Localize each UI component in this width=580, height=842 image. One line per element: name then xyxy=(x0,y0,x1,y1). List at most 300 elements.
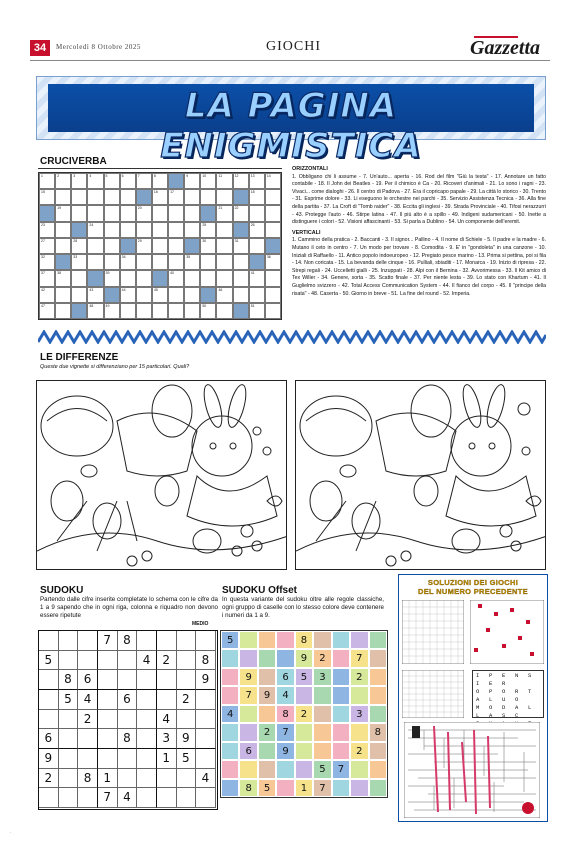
sudoku-offset-cell[interactable] xyxy=(295,686,313,704)
sudoku-offset-cell[interactable]: 9 xyxy=(239,668,257,686)
crossword-cell[interactable] xyxy=(120,189,136,205)
crossword-cell[interactable] xyxy=(104,205,120,221)
crossword-cell[interactable] xyxy=(168,287,184,303)
sudoku-offset-cell[interactable]: 5 xyxy=(221,631,239,649)
sudoku-cell[interactable] xyxy=(98,749,118,769)
sudoku-cell[interactable] xyxy=(196,710,216,730)
sudoku-offset-cell[interactable] xyxy=(332,723,350,741)
crossword-cell xyxy=(265,238,281,254)
sudoku-offset-cell[interactable] xyxy=(295,760,313,778)
sudoku-offset-cell[interactable]: 7 xyxy=(313,779,331,797)
sudoku-offset-cell[interactable] xyxy=(369,668,387,686)
crossword-cell[interactable] xyxy=(152,254,168,270)
sudoku-offset-cell[interactable]: 4 xyxy=(276,686,294,704)
crossword-cell[interactable] xyxy=(249,189,265,205)
sudoku-cell[interactable] xyxy=(78,651,98,671)
sudoku-cell[interactable] xyxy=(196,749,216,769)
crossword-cell[interactable] xyxy=(55,287,71,303)
crossword-cell[interactable] xyxy=(216,222,232,238)
sudoku-offset-cell[interactable]: 6 xyxy=(276,668,294,686)
crossword-cell[interactable] xyxy=(249,238,265,254)
sudoku-offset-cell[interactable] xyxy=(369,705,387,723)
sudoku-offset-cell[interactable]: 1 xyxy=(295,779,313,797)
crossword-cell[interactable] xyxy=(39,303,55,319)
crossword-cell[interactable] xyxy=(265,270,281,286)
sudoku-cell[interactable] xyxy=(39,788,59,808)
sudoku-offset-cell[interactable] xyxy=(369,649,387,667)
sudoku-offset-cell[interactable] xyxy=(295,742,313,760)
crossword-cell[interactable] xyxy=(265,205,281,221)
sudoku-cell[interactable]: 8 xyxy=(118,729,138,749)
sudoku-cell[interactable] xyxy=(177,651,197,671)
crossword-cell[interactable] xyxy=(136,205,152,221)
sudoku-cell[interactable] xyxy=(98,710,118,730)
crossword-cell[interactable] xyxy=(233,238,249,254)
sudoku-offset-cell[interactable] xyxy=(258,631,276,649)
sudoku-cell[interactable]: 6 xyxy=(78,670,98,690)
crossword-cell[interactable] xyxy=(249,222,265,238)
sudoku-offset-cell[interactable] xyxy=(369,760,387,778)
crossword-cell[interactable] xyxy=(136,254,152,270)
sudoku-offset-cell[interactable] xyxy=(369,779,387,797)
sudoku-cell[interactable] xyxy=(59,651,79,671)
sudoku-offset-cell[interactable] xyxy=(239,705,257,723)
sudoku-cell[interactable]: 9 xyxy=(196,670,216,690)
sudoku-offset-cell[interactable] xyxy=(369,631,387,649)
sudoku-cell[interactable] xyxy=(118,651,138,671)
sudoku-offset-cell[interactable] xyxy=(221,742,239,760)
crossword-cell-number: 35 xyxy=(186,255,191,260)
sudoku-offset-cell[interactable] xyxy=(239,631,257,649)
sudoku-cell[interactable] xyxy=(157,670,177,690)
crossword-cell[interactable] xyxy=(39,189,55,205)
crossword-cell-number: 45 xyxy=(153,287,158,292)
sudoku-cell[interactable] xyxy=(98,670,118,690)
crossword-cell[interactable] xyxy=(184,222,200,238)
crossword-cell[interactable] xyxy=(87,238,103,254)
crossword-cell[interactable] xyxy=(104,238,120,254)
crossword-cell[interactable] xyxy=(168,254,184,270)
crossword-cell[interactable] xyxy=(168,222,184,238)
sudoku-cell[interactable]: 4 xyxy=(78,690,98,710)
sudoku-cell[interactable] xyxy=(196,631,216,651)
sudoku-offset-cell[interactable] xyxy=(276,779,294,797)
crossword-cell[interactable] xyxy=(55,303,71,319)
sudoku-offset-cell[interactable] xyxy=(276,631,294,649)
sudoku-cell[interactable] xyxy=(78,729,98,749)
sudoku-offset-cell[interactable]: 8 xyxy=(276,705,294,723)
sudoku-cell[interactable] xyxy=(137,749,157,769)
sudoku-grid[interactable] xyxy=(38,630,218,810)
crossword-cell[interactable] xyxy=(87,287,103,303)
crossword-cell[interactable] xyxy=(104,254,120,270)
sudoku-cell[interactable] xyxy=(137,670,157,690)
sudoku-cell[interactable]: 7 xyxy=(98,788,118,808)
crossword-cell[interactable] xyxy=(55,270,71,286)
crossword-cell-number: 34 xyxy=(121,255,126,260)
sudoku-cell[interactable]: 6 xyxy=(39,729,59,749)
sudoku-cell[interactable] xyxy=(118,749,138,769)
crossword-cell[interactable] xyxy=(104,173,120,189)
crossword-cell[interactable] xyxy=(216,287,232,303)
crossword-cell[interactable] xyxy=(168,238,184,254)
crossword-cell[interactable] xyxy=(120,287,136,303)
crossword-cell[interactable] xyxy=(200,222,216,238)
sudoku-cell[interactable] xyxy=(39,710,59,730)
crossword-cell[interactable] xyxy=(87,303,103,319)
sudoku-offset-cell[interactable]: 7 xyxy=(332,760,350,778)
crossword-cell[interactable] xyxy=(200,173,216,189)
sudoku-cell[interactable]: 1 xyxy=(157,749,177,769)
clues-across: 1. Obbligano chi li assume - 7. Un'auto... aperta - 16. Rod del film "Giù la testa" - 17. Annotare un fatto contabile - 18. Il John dei Beatles - 19. Per il chimico è Ca - 20. Ricoveri d'animali - 21. Lo sono i ragni - 23. Vivaci... come dialoghi - 26. Il centro di Padova - 27. Era il copricapo papale - 29. La città lo storico - 30. Trento - 31. Esprime dolore - 33. Li eseguono le orchestre nei parchi - 35. Servizio Assistenza Tecnica - 36. Alla fine della partita - 37. La Croft di "Tomb raider" - 38. Eccita gli inglesi - 39. Strada Provinciale - 40. Tifosi nerazzurri - 43. Protegge l'auto - 46. Stirpe latina - 47. Il più alto è a spillo - 49. Indigeni sudamericani - 50. Inette a distinguere i colori - 52. Visioni affascinanti - 53. Si parla a Dublino - 54. Un componente dell'eremit. xyxy=(292,173,546,226)
crossword-cell[interactable] xyxy=(168,205,184,221)
crossword-cell[interactable] xyxy=(200,270,216,286)
sudoku-cell[interactable] xyxy=(59,710,79,730)
crossword-cell[interactable] xyxy=(216,173,232,189)
crossword-cell[interactable] xyxy=(87,189,103,205)
crossword-cell[interactable] xyxy=(87,222,103,238)
crossword-cell-number: 4 xyxy=(89,174,92,178)
sudoku-offset-cell[interactable] xyxy=(369,742,387,760)
sudoku-cell[interactable] xyxy=(196,690,216,710)
sudoku-cell[interactable] xyxy=(98,690,118,710)
sudoku-offset-cell[interactable] xyxy=(313,686,331,704)
crossword-cell[interactable] xyxy=(152,238,168,254)
sudoku-cell[interactable] xyxy=(177,769,197,789)
sudoku-cell[interactable] xyxy=(196,729,216,749)
sudoku-offset-cell[interactable] xyxy=(350,631,368,649)
crossword-cell[interactable] xyxy=(39,287,55,303)
sudoku-offset-cell[interactable] xyxy=(332,649,350,667)
sudoku-cell[interactable] xyxy=(59,769,79,789)
sudoku-cell[interactable] xyxy=(118,769,138,789)
crossword-cell[interactable] xyxy=(233,173,249,189)
crossword-cell[interactable] xyxy=(87,254,103,270)
sudoku-offset-cell[interactable] xyxy=(221,779,239,797)
crossword-cell[interactable] xyxy=(168,189,184,205)
crossword-cell[interactable] xyxy=(152,173,168,189)
sudoku-offset-cell[interactable] xyxy=(258,742,276,760)
crossword-cell xyxy=(120,238,136,254)
sudoku-cell[interactable]: 6 xyxy=(118,690,138,710)
sudoku-offset-grid[interactable] xyxy=(220,630,388,798)
crossword-cell xyxy=(152,270,168,286)
sudoku-offset-cell[interactable] xyxy=(276,760,294,778)
sudoku-cell[interactable] xyxy=(137,788,157,808)
sudoku-offset-cell[interactable]: 9 xyxy=(258,686,276,704)
sudoku-offset-cell[interactable] xyxy=(350,779,368,797)
crossword-cell[interactable] xyxy=(168,270,184,286)
solution-word-grid xyxy=(472,670,544,718)
crossword-cell[interactable] xyxy=(55,205,71,221)
sudoku-cell[interactable] xyxy=(137,710,157,730)
sudoku-cell[interactable] xyxy=(59,729,79,749)
crossword-cell[interactable] xyxy=(152,189,168,205)
sudoku-offset-cell[interactable] xyxy=(332,686,350,704)
sudoku-offset-cell[interactable] xyxy=(332,779,350,797)
sudoku-offset-cell[interactable] xyxy=(258,705,276,723)
crossword-cell[interactable] xyxy=(184,254,200,270)
crossword-cell[interactable] xyxy=(104,270,120,286)
crossword-cell[interactable] xyxy=(184,173,200,189)
sudoku-cell[interactable] xyxy=(157,769,177,789)
sudoku-cell[interactable]: 8 xyxy=(59,670,79,690)
sudoku-offset-cell[interactable] xyxy=(313,705,331,723)
sudoku-cell[interactable] xyxy=(157,631,177,651)
crossword-cell[interactable] xyxy=(71,287,87,303)
crossword-cell[interactable] xyxy=(265,254,281,270)
sudoku-cell[interactable]: 2 xyxy=(157,651,177,671)
crossword-cell[interactable] xyxy=(249,287,265,303)
crossword-cell[interactable] xyxy=(168,303,184,319)
sudoku-offset-cell[interactable]: 4 xyxy=(221,705,239,723)
sudoku-offset-cell[interactable]: 2 xyxy=(313,649,331,667)
sudoku-cell[interactable] xyxy=(98,651,118,671)
sudoku-offset-cell[interactable]: 2 xyxy=(350,742,368,760)
sudoku-offset-cell[interactable]: 9 xyxy=(295,649,313,667)
sudoku-offset-cell[interactable] xyxy=(332,742,350,760)
crossword-cell[interactable] xyxy=(55,238,71,254)
sudoku-cell[interactable]: 9 xyxy=(39,749,59,769)
crossword-cell[interactable] xyxy=(216,205,232,221)
crossword-cell[interactable] xyxy=(233,205,249,221)
crossword-cell[interactable] xyxy=(104,303,120,319)
sudoku-cell[interactable] xyxy=(59,749,79,769)
crossword-cell[interactable] xyxy=(200,254,216,270)
sudoku-offset-cell[interactable] xyxy=(221,686,239,704)
sudoku-offset-cell[interactable]: 2 xyxy=(258,723,276,741)
sudoku-cell[interactable]: 1 xyxy=(98,769,118,789)
crossword-cell[interactable] xyxy=(120,222,136,238)
crossword-cell[interactable] xyxy=(152,222,168,238)
crossword-cell[interactable] xyxy=(152,287,168,303)
crossword-cell[interactable] xyxy=(71,173,87,189)
sudoku-offset-cell[interactable]: 5 xyxy=(313,760,331,778)
crossword-cell[interactable] xyxy=(233,287,249,303)
sudoku-offset-cell[interactable] xyxy=(239,649,257,667)
sudoku-cell[interactable]: 5 xyxy=(59,690,79,710)
crossword-cell-number: 18 xyxy=(250,190,255,195)
sudoku-cell[interactable]: 2 xyxy=(177,690,197,710)
crossword-cell[interactable] xyxy=(55,173,71,189)
sudoku-cell[interactable]: 7 xyxy=(98,631,118,651)
sudoku-offset-cell[interactable] xyxy=(221,649,239,667)
sudoku-offset-cell[interactable] xyxy=(239,723,257,741)
sudoku-offset-cell[interactable]: 8 xyxy=(369,723,387,741)
crossword-cell[interactable] xyxy=(39,238,55,254)
crossword-cell[interactable] xyxy=(233,270,249,286)
crossword-cell[interactable] xyxy=(136,270,152,286)
sudoku-offset-cell[interactable] xyxy=(313,631,331,649)
sudoku-offset-cell[interactable] xyxy=(332,705,350,723)
crossword-cell-number: 3 xyxy=(73,174,76,178)
sudoku-cell[interactable] xyxy=(177,670,197,690)
crossword-cell[interactable] xyxy=(184,189,200,205)
sudoku-offset-cell[interactable]: 9 xyxy=(276,742,294,760)
sudoku-cell[interactable] xyxy=(78,631,98,651)
crossword-cell[interactable] xyxy=(184,205,200,221)
sudoku-offset-cell[interactable]: 7 xyxy=(276,723,294,741)
crossword-cell[interactable] xyxy=(136,287,152,303)
sudoku-offset-cell[interactable] xyxy=(313,723,331,741)
sudoku-offset-cell[interactable]: 6 xyxy=(239,742,257,760)
crossword-cell[interactable] xyxy=(120,270,136,286)
crossword-cell[interactable] xyxy=(71,254,87,270)
sudoku-cell[interactable]: 4 xyxy=(196,769,216,789)
crossword-cell[interactable] xyxy=(200,238,216,254)
crossword-cell[interactable] xyxy=(104,189,120,205)
sudoku-cell[interactable]: 4 xyxy=(157,710,177,730)
sudoku-cell[interactable]: 2 xyxy=(39,769,59,789)
crossword-cell[interactable] xyxy=(249,173,265,189)
crossword-cell[interactable] xyxy=(265,303,281,319)
sudoku-cell[interactable] xyxy=(137,631,157,651)
crossword-cell[interactable] xyxy=(39,270,55,286)
sudoku-cell[interactable]: 4 xyxy=(118,788,138,808)
sudoku-offset-cell[interactable] xyxy=(258,760,276,778)
sudoku-offset-cell[interactable] xyxy=(350,686,368,704)
sudoku-cell[interactable] xyxy=(177,710,197,730)
crossword-cell[interactable] xyxy=(39,254,55,270)
crossword-cell[interactable] xyxy=(200,189,216,205)
sudoku-cell[interactable] xyxy=(157,690,177,710)
sudoku-cell[interactable] xyxy=(157,788,177,808)
crossword-cell[interactable] xyxy=(87,205,103,221)
sudoku-cell[interactable]: 8 xyxy=(78,769,98,789)
sudoku-cell[interactable] xyxy=(137,729,157,749)
sudoku-cell[interactable] xyxy=(39,690,59,710)
sudoku-offset-cell[interactable]: 2 xyxy=(295,705,313,723)
sudoku-cell[interactable] xyxy=(59,788,79,808)
crossword-cell[interactable] xyxy=(136,238,152,254)
zigzag-divider xyxy=(38,330,546,344)
crossword-cell-number: 8 xyxy=(153,174,156,178)
sudoku-offset-cell[interactable]: 8 xyxy=(295,631,313,649)
sudoku-cell[interactable]: 8 xyxy=(196,651,216,671)
sudoku-offset-cell[interactable] xyxy=(221,760,239,778)
crossword-cell[interactable] xyxy=(216,254,232,270)
sudoku-cell[interactable] xyxy=(98,729,118,749)
sudoku-cell[interactable] xyxy=(39,670,59,690)
crossword-cell[interactable] xyxy=(120,303,136,319)
sudoku-cell[interactable]: 5 xyxy=(177,749,197,769)
crossword-cell[interactable] xyxy=(120,173,136,189)
sudoku-offset-cell[interactable] xyxy=(221,668,239,686)
sudoku-cell[interactable]: 9 xyxy=(177,729,197,749)
sudoku-cell[interactable] xyxy=(59,631,79,651)
crossword-cell[interactable] xyxy=(104,222,120,238)
crossword-cell[interactable] xyxy=(136,303,152,319)
crossword-cell[interactable] xyxy=(136,222,152,238)
sudoku-cell[interactable]: 4 xyxy=(137,651,157,671)
crossword-cell[interactable] xyxy=(120,254,136,270)
crossword-cell[interactable] xyxy=(39,222,55,238)
sudoku-cell[interactable]: 8 xyxy=(118,631,138,651)
crossword-cell[interactable] xyxy=(249,205,265,221)
crossword-cell[interactable] xyxy=(216,189,232,205)
sudoku-offset-cell[interactable] xyxy=(221,723,239,741)
crossword-cell[interactable] xyxy=(233,254,249,270)
crossword-cell[interactable] xyxy=(265,189,281,205)
sudoku-cell[interactable] xyxy=(78,788,98,808)
crossword-cell[interactable] xyxy=(55,189,71,205)
crossword-cell-number: 21 xyxy=(218,206,223,211)
crossword-cell[interactable] xyxy=(216,303,232,319)
sudoku-offset-cell[interactable] xyxy=(350,723,368,741)
sudoku-cell[interactable] xyxy=(137,690,157,710)
sudoku-offset-cell[interactable] xyxy=(332,668,350,686)
crossword-cell[interactable] xyxy=(39,173,55,189)
sudoku-offset-cell[interactable] xyxy=(332,631,350,649)
crossword-cell[interactable] xyxy=(249,303,265,319)
crossword-cell[interactable] xyxy=(200,303,216,319)
sudoku-offset-cell[interactable]: 7 xyxy=(350,649,368,667)
crossword-cell[interactable] xyxy=(249,270,265,286)
sudoku-offset-cell[interactable]: 2 xyxy=(350,668,368,686)
sudoku-offset-cell[interactable] xyxy=(258,668,276,686)
crossword-cell[interactable] xyxy=(184,270,200,286)
crossword-cell-number: 42 xyxy=(41,287,45,292)
sudoku-cell[interactable]: 3 xyxy=(157,729,177,749)
crossword-cell-number: 6 xyxy=(121,174,124,178)
crossword-cell[interactable] xyxy=(71,189,87,205)
sudoku-cell[interactable] xyxy=(39,631,59,651)
sudoku-offset-cell[interactable] xyxy=(313,742,331,760)
crossword-cell[interactable] xyxy=(71,270,87,286)
crossword-cell[interactable] xyxy=(120,205,136,221)
sudoku-cell[interactable]: 2 xyxy=(78,710,98,730)
crossword-cell[interactable] xyxy=(265,173,281,189)
crossword-cell[interactable] xyxy=(152,205,168,221)
sudoku-cell[interactable] xyxy=(118,710,138,730)
sudoku-cell[interactable] xyxy=(177,788,197,808)
crossword-cell[interactable] xyxy=(265,222,281,238)
crossword-cell[interactable] xyxy=(184,303,200,319)
sudoku-offset-cell[interactable] xyxy=(295,723,313,741)
sudoku-offset-cell[interactable]: 3 xyxy=(350,705,368,723)
crossword-cell[interactable] xyxy=(216,238,232,254)
sudoku-cell[interactable] xyxy=(196,788,216,808)
sudoku-offset-cell[interactable]: 8 xyxy=(239,779,257,797)
crossword-cell-number: 28 xyxy=(73,238,78,243)
sudoku-offset-cell[interactable]: 3 xyxy=(313,668,331,686)
crossword-cell[interactable] xyxy=(265,287,281,303)
sudoku-offset-cell[interactable]: 5 xyxy=(258,779,276,797)
sudoku-cell[interactable]: 5 xyxy=(39,651,59,671)
sudoku-offset-cell[interactable] xyxy=(258,649,276,667)
crossword-cell[interactable] xyxy=(87,173,103,189)
crossword-cell[interactable] xyxy=(184,287,200,303)
crossword-cell-number: 43 xyxy=(89,287,94,292)
sudoku-offset-cell[interactable]: 5 xyxy=(295,668,313,686)
sudoku-cell[interactable] xyxy=(78,749,98,769)
crossword-cell[interactable] xyxy=(71,238,87,254)
crossword-cell[interactable] xyxy=(216,270,232,286)
sudoku-offset-cell[interactable] xyxy=(350,760,368,778)
crossword-cell[interactable] xyxy=(152,303,168,319)
sudoku-cell[interactable] xyxy=(177,631,197,651)
crossword-cell[interactable] xyxy=(55,222,71,238)
sudoku-cell[interactable] xyxy=(137,769,157,789)
sudoku-offset-cell[interactable] xyxy=(239,760,257,778)
crossword-cell[interactable] xyxy=(71,205,87,221)
sudoku-offset-cell[interactable] xyxy=(276,649,294,667)
sudoku-offset-cell[interactable]: 7 xyxy=(239,686,257,704)
sudoku-cell[interactable] xyxy=(118,670,138,690)
crossword-cell-number: 47 xyxy=(41,303,45,308)
sudoku-offset-cell[interactable] xyxy=(369,686,387,704)
crossword-cell[interactable] xyxy=(136,173,152,189)
